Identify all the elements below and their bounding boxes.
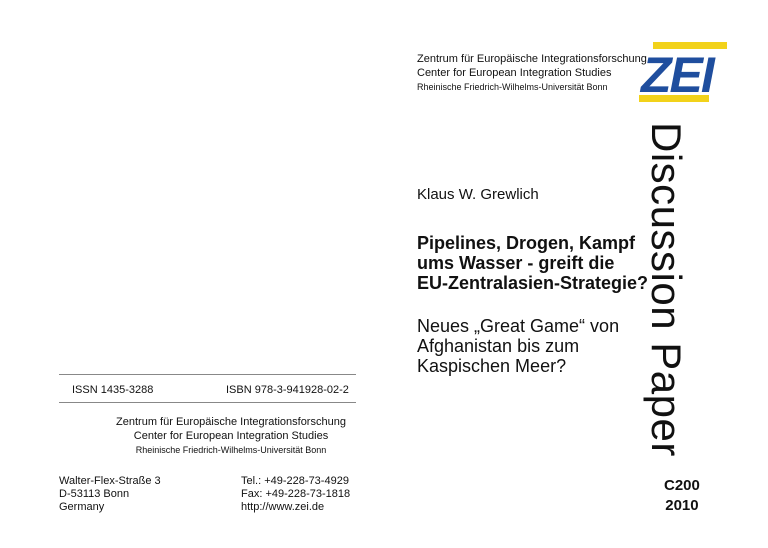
paper-number: C200	[664, 477, 700, 494]
institute-footer	[111, 415, 351, 457]
institute-name-en: Center for European Integration Studies	[417, 67, 612, 79]
author-name: Klaus W. Grewlich	[417, 186, 539, 203]
subtitle-line: Neues „Great Game“ von	[417, 316, 620, 336]
address-street: Walter-Flex-Straße 3	[59, 475, 161, 487]
contact-tel: Tel.: +49-228-73-4929	[241, 475, 349, 487]
series-label: Discussion Paper	[643, 122, 690, 457]
paper-number-block	[664, 476, 700, 516]
divider-top	[59, 374, 356, 375]
contact-info	[241, 475, 350, 514]
title-line: EU-Zentralasien-Strategie?	[417, 273, 649, 293]
address-country: Germany	[59, 501, 105, 513]
isbn: ISBN 978-3-941928-02-2	[226, 384, 349, 396]
logo-text: ZEI	[641, 47, 713, 103]
paper-subtitle	[417, 316, 619, 376]
university-name: Rheinische Friedrich-Wilhelms-Universität Bonn	[135, 445, 327, 455]
divider-bottom	[59, 402, 356, 403]
paper-year: 2010	[665, 497, 699, 514]
title-line: Pipelines, Drogen, Kampf	[417, 233, 636, 253]
contact-web-link[interactable]: http://www.zei.de	[241, 501, 325, 513]
issn: ISSN 1435-3288	[72, 384, 154, 396]
subtitle-line: Afghanistan bis zum	[417, 336, 580, 356]
paper-title	[417, 233, 648, 293]
institute-header	[417, 52, 647, 94]
university-name: Rheinische Friedrich-Wilhelms-Universität Bonn	[417, 82, 608, 92]
institute-name-en: Center for European Integration Studies	[133, 430, 329, 442]
institute-name-de: Zentrum für Europäische Integrationsforschung	[417, 53, 647, 65]
contact-fax: Fax: +49-228-73-1818	[241, 488, 351, 500]
zei-logo	[639, 40, 729, 104]
institute-name-de: Zentrum für Europäische Integrationsforschung	[116, 416, 346, 428]
subtitle-line: Kaspischen Meer?	[417, 356, 567, 376]
title-line: ums Wasser - greift die	[417, 253, 615, 273]
address-city: D-53113 Bonn	[59, 488, 130, 500]
postal-address	[59, 475, 161, 514]
